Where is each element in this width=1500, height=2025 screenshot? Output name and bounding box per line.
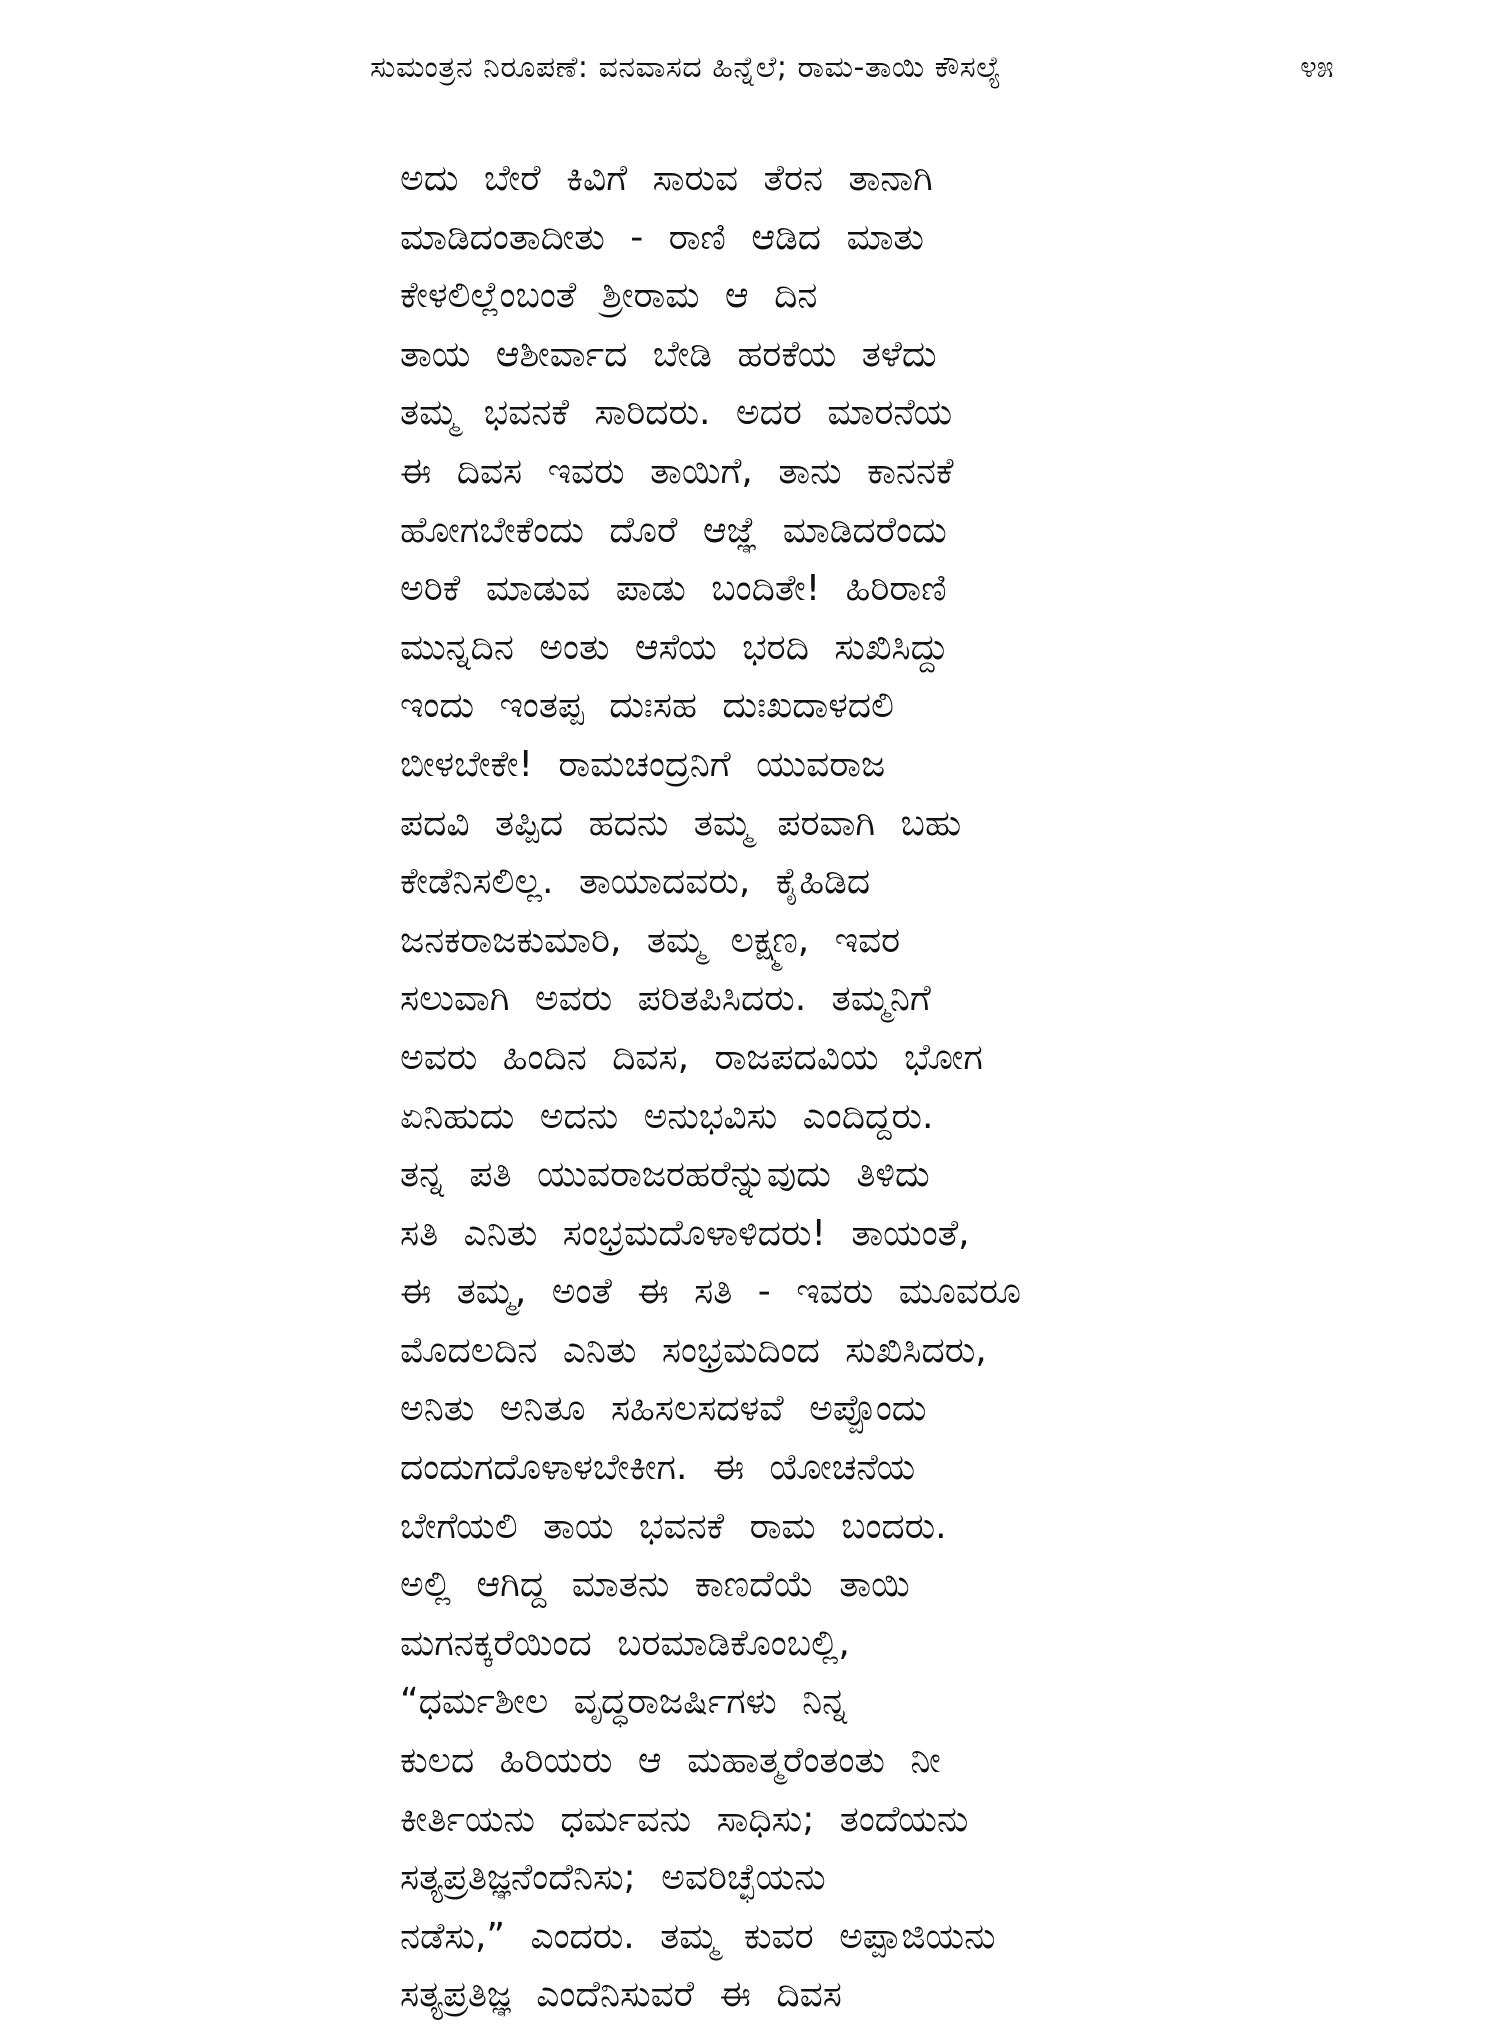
text-line: ಅರಿಕೆ ಮಾಡುವ ಪಾಡು ಬಂದಿತೇ! ಹಿರಿರಾಣಿ [400,568,947,610]
text-line: ಸತ್ಯಪ್ರತಿಜ್ಞನೆಂದೆನಿಸು; ಅವರಿಚ್ಛೆಯನು [400,1857,826,1899]
text-line: ಏನಿಹುದು ಅದನು ಅನುಭವಿಸು ಎಂದಿದ್ದರು. [400,1095,934,1137]
text-line: ನಡೆಸು,” ಎಂದರು. ತಮ್ಮ ಕುವರ ಅಪ್ಪಾಜಿಯನು [400,1915,996,1957]
text-line: ಮೊದಲದಿನ ಎನಿತು ಸಂಭ್ರಮದಿಂದ ಸುಖಿಸಿದರು, [400,1329,987,1371]
text-line: ಮುನ್ನದಿನ ಅಂತು ಆಸೆಯ ಭರದಿ ಸುಖಿಸಿದ್ದು [400,626,949,668]
text-line: ಜನಕರಾಜಕುಮಾರಿ, ತಮ್ಮ ಲಕ್ಷ್ಮಣ, ಇವರ [400,919,901,961]
text-line: ತನ್ನ ಪತಿ ಯುವರಾಜರಹರೆನ್ನುವುದು ತಿಳಿದು [400,1154,930,1196]
text-line: ಬೇಗೆಯಲಿ ತಾಯ ಭವನಕೆ ರಾಮ ಬಂದರು. [400,1505,947,1547]
text-line: ತಮ್ಮ ಭವನಕೆ ಸಾರಿದರು. ಅದರ ಮಾರನೆಯ [400,392,953,434]
text-line: ಕೇಳಲಿಲ್ಲೆಂಬಂತೆ ಶ್ರೀರಾಮ ಆ ದಿನ [400,275,818,317]
running-title: ಸುಮಂತ್ರನ ನಿರೂಪಣೆ: ವನವಾಸದ ಹಿನ್ನೆಲೆ; ರಾಮ-ತಾಯಿ ಕೌಸಲ್ಯೆ [370,50,1002,85]
text-line: ಕೇಡೆನಿಸಲಿಲ್ಲ. ತಾಯಾದವರು, ಕೈಹಿಡಿದ [400,861,871,903]
text-line: ದಂದುಗದೊಳಾಳಬೇಕೀಗ. ಈ ಯೋಚನೆಯ [400,1447,916,1489]
text-line: ಸತ್ಯಪ್ರತಿಜ್ಞ ಎಂದೆನಿಸುವರೆ ಈ ದಿವಸ [400,1974,842,2016]
text-line: ಅನಿತು ಅನಿತೂ ಸಹಿಸಲಸದಳವೆ ಅಪ್ಪೊಂದು [400,1388,927,1430]
text-line: ಕೀರ್ತಿಯನು ಧರ್ಮವನು ಸಾಧಿಸು; ತಂದೆಯನು [400,1798,969,1840]
body-text [400,150,1160,2025]
text-line: ಹೋಗಬೇಕೆಂದು ದೊರೆ ಆಜ್ಞೆ ಮಾಡಿದರೆಂದು [400,509,947,551]
text-line: ಈ ತಮ್ಮ, ಅಂತೆ ಈ ಸತಿ - ಇವರು ಮೂವರೂ [400,1271,1021,1313]
text-line: ಸಲುವಾಗಿ ಅವರು ಪರಿತಪಿಸಿದರು. ತಮ್ಮನಿಗೆ [400,978,931,1020]
text-line: ಪದವಿ ತಪ್ಪಿದ ಹದನು ತಮ್ಮ ಪರವಾಗಿ ಬಹು [400,802,962,844]
text-line: ಕುಲದ ಹಿರಿಯರು ಆ ಮಹಾತ್ಮರೆಂತಂತು ನೀ [400,1740,941,1782]
text-line: ಬೀಳಬೇಕೇ! ರಾಮಚಂದ್ರನಿಗೆ ಯುವರಾಜ [400,743,886,785]
text-line: “ಧರ್ಮಶೀಲ ವೃದ್ಧರಾಜರ್ಷಿಗಳು ನಿನ್ನ [400,1681,848,1723]
text-line: ಅವರು ಹಿಂದಿನ ದಿವಸ, ರಾಜಪದವಿಯ ಭೋಗ [400,1036,983,1078]
text-line: ಈ ದಿವಸ ಇವರು ತಾಯಿಗೆ, ತಾನು ಕಾನನಕೆ [400,450,954,492]
text-line: ಸತಿ ಎನಿತು ಸಂಭ್ರಮದೊಳಾಳಿದರು! ತಾಯಂತೆ, [400,1212,970,1254]
text-line: ಮಗನಕ್ಕರೆಯಿಂದ ಬರಮಾಡಿಕೊಂಬಲ್ಲಿ, [400,1622,850,1664]
text-line: ಮಾಡಿದಂತಾದೀತು - ರಾಣಿ ಆಡಿದ ಮಾತು [400,216,924,258]
text-line: ಇಂದು ಇಂತಪ್ಪ ದುಃಸಹ ದುಃಖದಾಳದಲಿ [400,685,894,727]
page-number: ೪೫ [1300,50,1334,85]
text-line: ತಾಯ ಆಶೀರ್ವಾದ ಬೇಡಿ ಹರಕೆಯ ತಳೆದು [400,333,937,375]
text-line: ಅದು ಬೇರೆ ಕಿವಿಗೆ ಸಾರುವ ತೆರನ ತಾನಾಗಿ [400,158,933,199]
text-line: ಅಲ್ಲಿ ಆಗಿದ್ದ ಮಾತನು ಕಾಣದೆಯೆ ತಾಯಿ [400,1564,910,1606]
